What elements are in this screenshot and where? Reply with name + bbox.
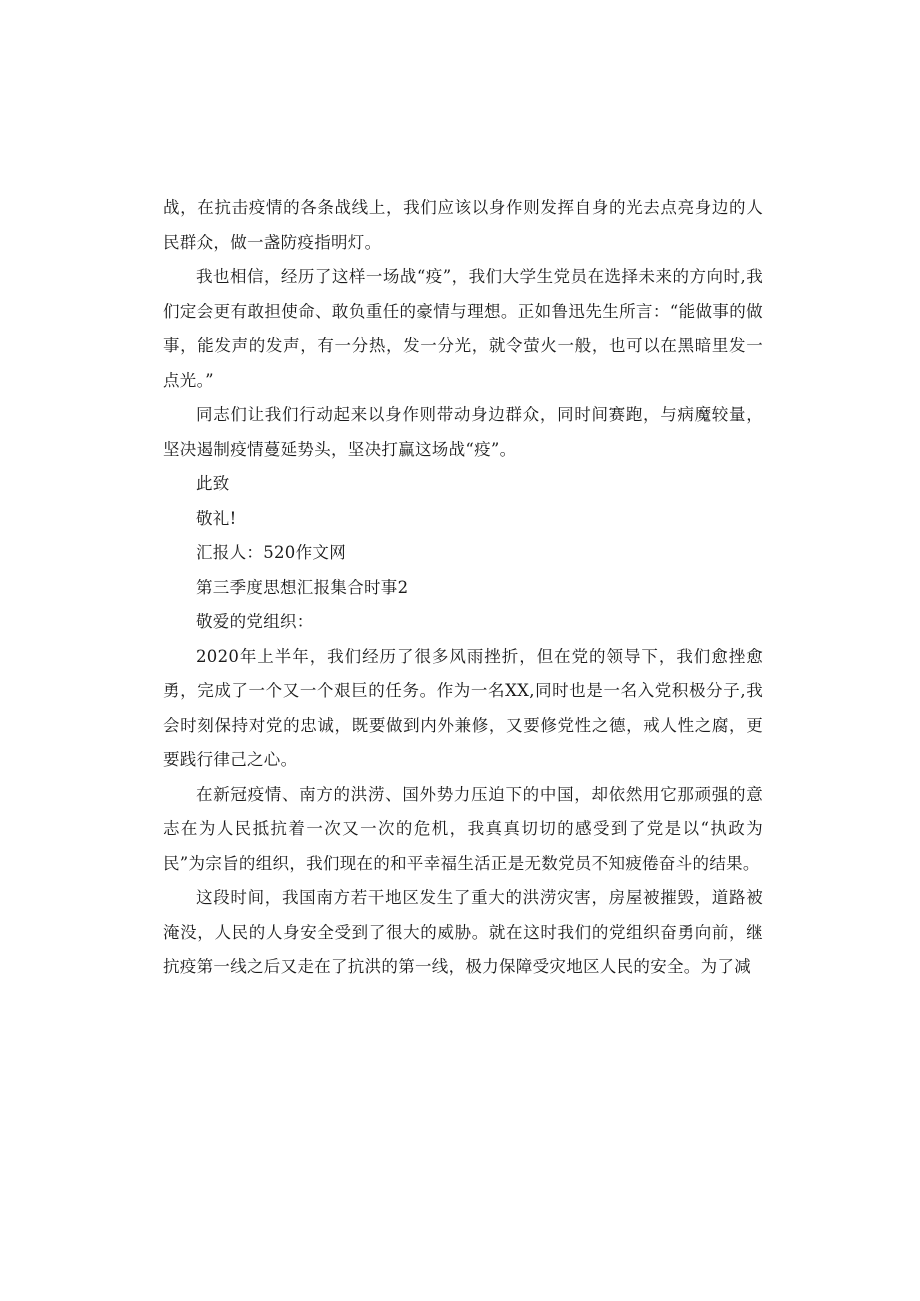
paragraph-5: 在新冠疫情、南方的洪涝、国外势力压迫下的中国，却依然用它那顽强的意志在为人民抵抗着一次又一次的危机，我真真切切的感受到了党是以“执政为民”为宗旨的组织，我们现在的和平幸福生活正是无数党员不知疲倦奋斗的结果。 xyxy=(163,784,763,873)
closing-line: 此致 xyxy=(196,474,230,493)
paragraph-4: 2020年上半年，我们经历了很多风雨挫折，但在党的领导下，我们愈挫愈勇，完成了一个又一个艰巨的任务。作为一名XX,同时也是一名入党积极分子,我会时刻保持对党的忠诚，既要做到内外兼修，又要修党性之德，戒人性之腐，更要践行律己之心。 xyxy=(163,646,763,769)
greeting-line: 敬爱的党组织： xyxy=(196,612,314,631)
section-title: 第三季度思想汇报集合时事2 xyxy=(196,577,409,597)
paragraph-2: 我也相信，经历了这样一场战“疫”，我们大学生党员在选择未来的方向时,我们定会更有敢担使命、敢负重任的豪情与理想。正如鲁迅先生所言：“能做事的做事，能发声的发声，有一分热，发一分光，就令萤火一般，也可以在黑暗里发一点光。” xyxy=(163,267,763,390)
paragraph-3: 同志们让我们行动起来以身作则带动身边群众，同时间赛跑，与病魔较量，坚决遏制疫情蔓延势头，坚决打赢这场战“疫”。 xyxy=(163,405,763,459)
document-body xyxy=(163,191,763,985)
reporter-line: 汇报人：520作文网 xyxy=(196,543,346,562)
salute-line: 敬礼! xyxy=(196,508,237,528)
paragraph-1: 战，在抗击疫情的各条战线上，我们应该以身作则发挥自身的光去点亮身边的人民群众，做一盏防疫指明灯。 xyxy=(163,198,763,252)
paragraph-6: 这段时间，我国南方若干地区发生了重大的洪涝灾害，房屋被摧毁，道路被淹没，人民的人身安全受到了很大的威胁。就在这时我们的党组织奋勇向前，继抗疫第一线之后又走在了抗洪的第一线，极力保障受灾地区人民的安全。为了减 xyxy=(163,888,763,976)
